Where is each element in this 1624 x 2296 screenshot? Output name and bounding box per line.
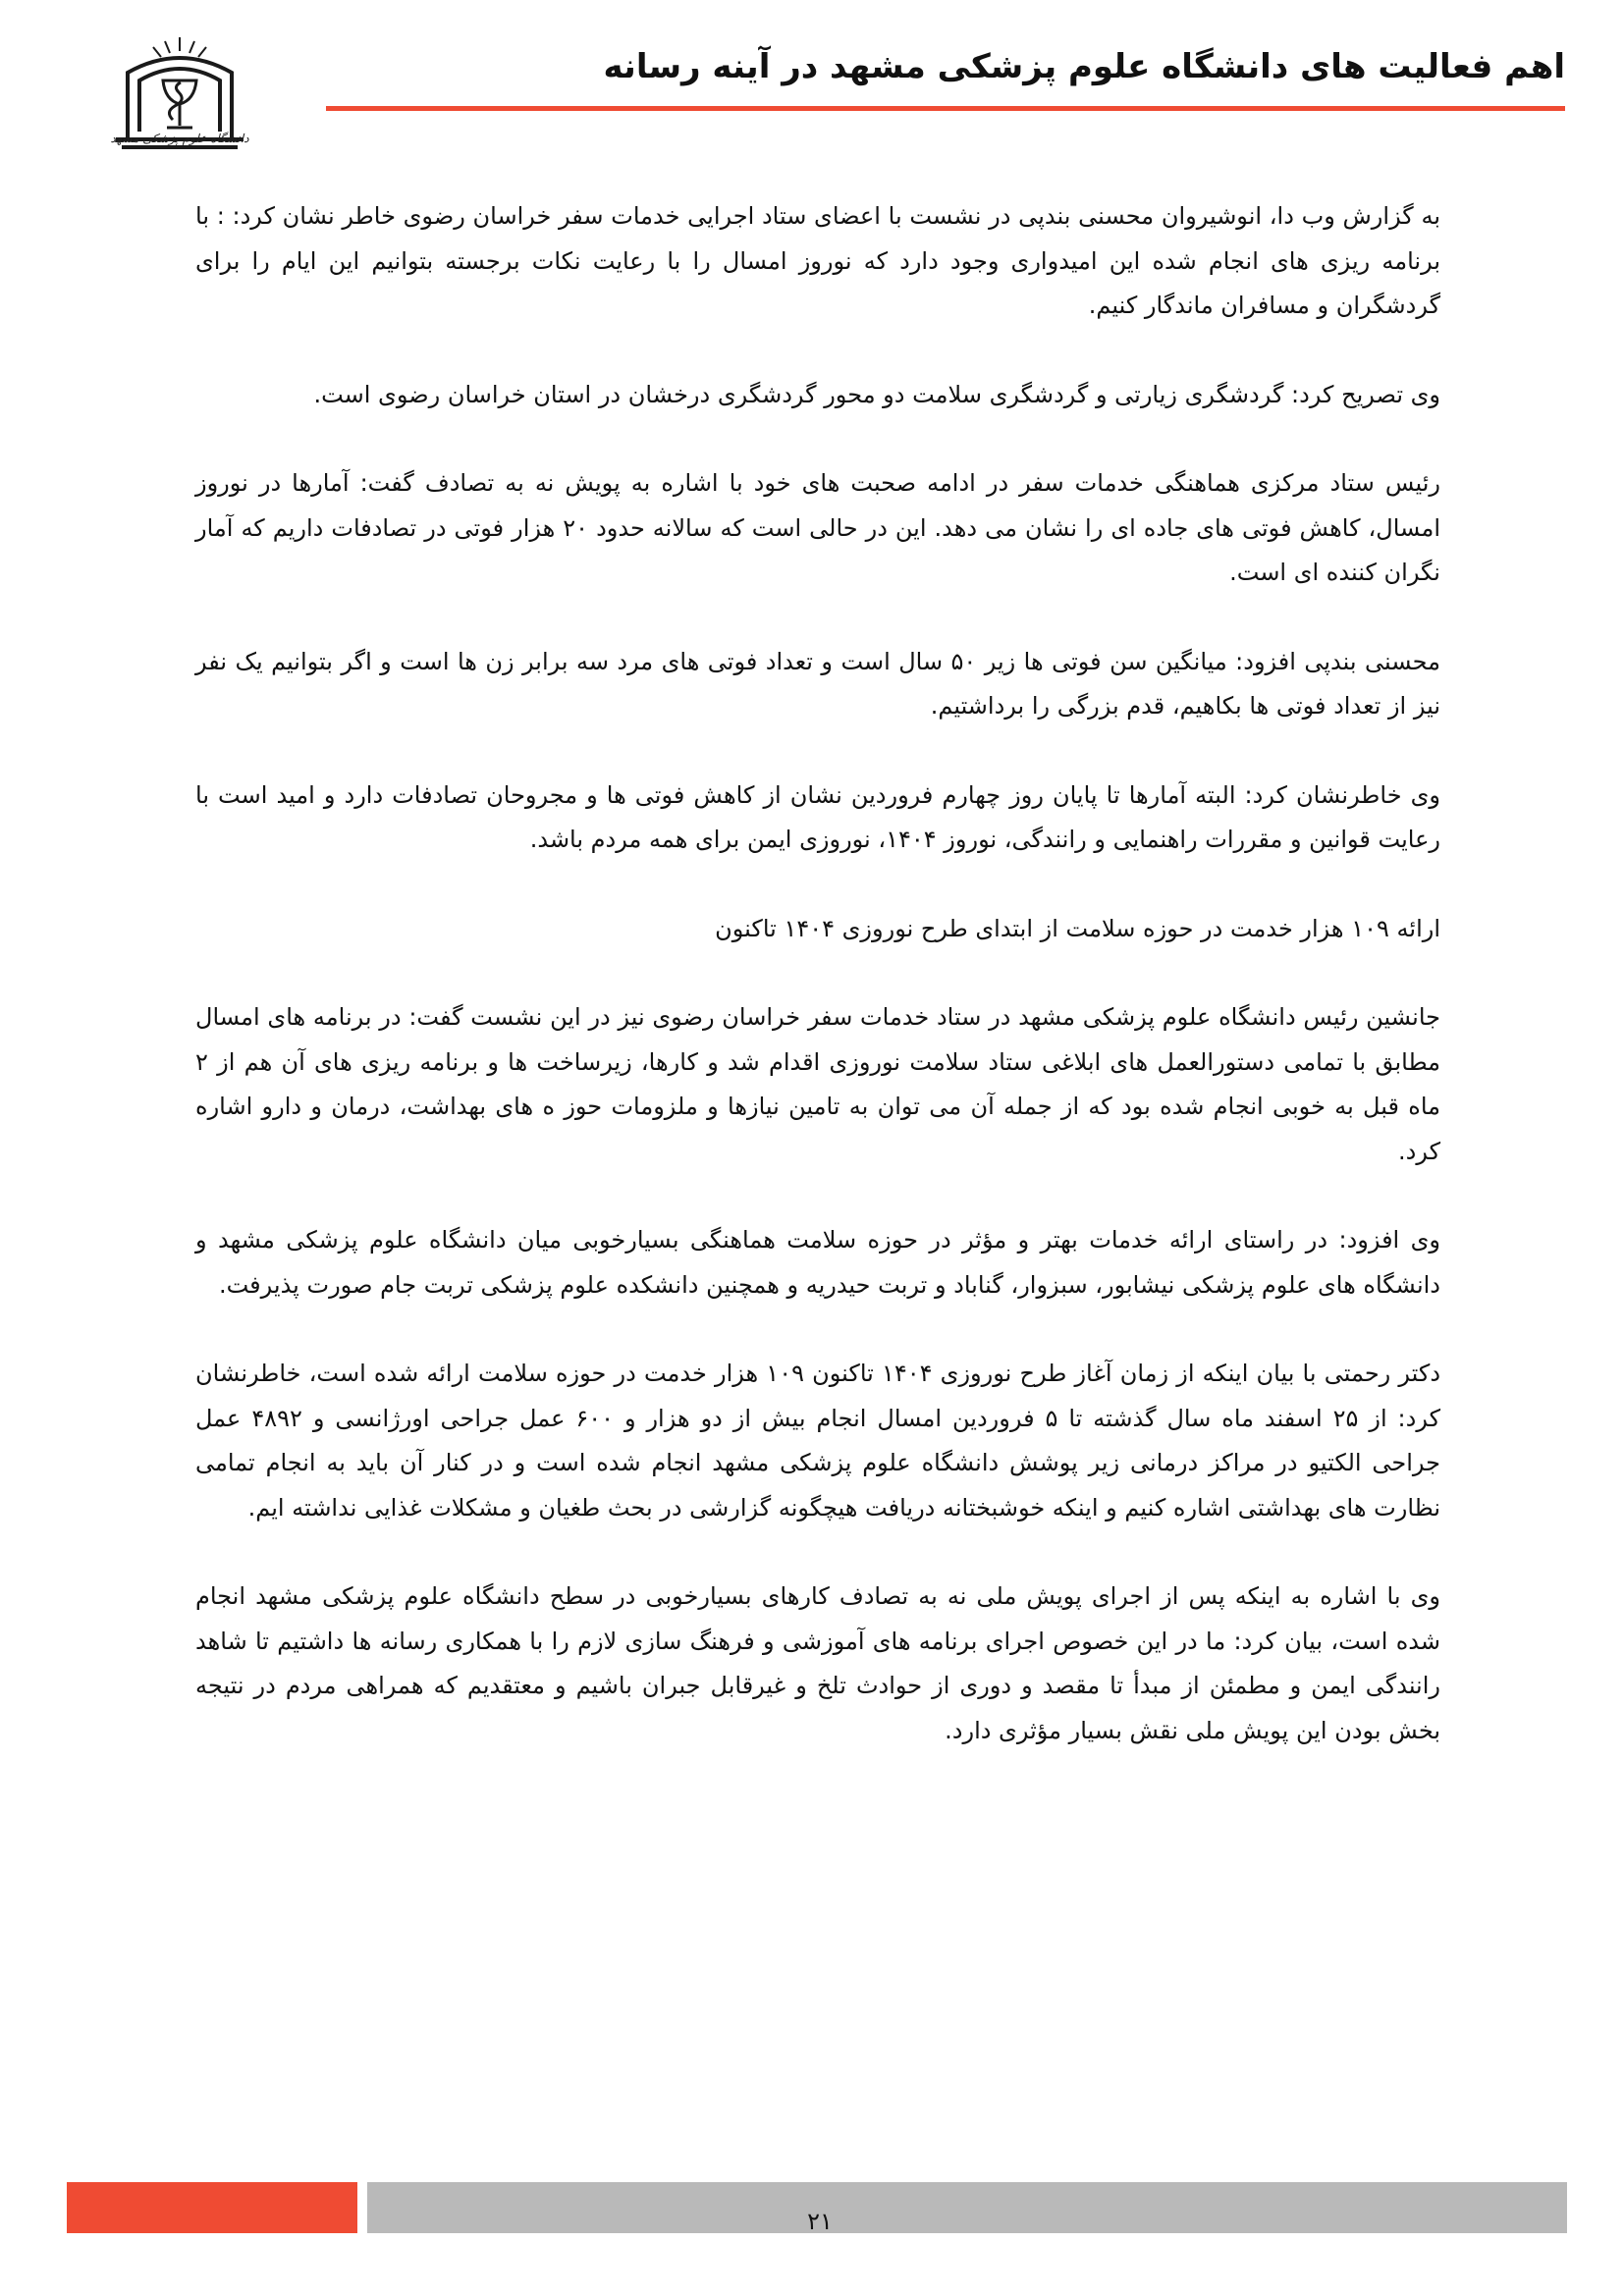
article-paragraph: وی تصریح کرد: گردشگری زیارتی و گردشگری سلامت دو محور گردشگری درخشان در استان خراسان رضوی است. <box>313 380 1440 408</box>
article-paragraph: دکتر رحمتی با بیان اینکه از زمان آغاز طرح نوروزی ۱۴۰۴ تاکنون ۱۰۹ هزار خدمت در حوزه سلامت ارائه شده است، خاطرنشان کرد: از ۲۵ اسفند ماه سال گذشته تا ۵ فروردین امسال انجام بیش از دو هزار و ۶۰۰ عمل جراحی اورژانسی و ۴۸۹۲ عمل جراحی الکتیو در مراکز درمانی زیر پوشش دانشگاه علوم پزشکی مشهد انجام شده است و در کنار آن باید به انجام تمامی نظارت های بهداشتی اشاره کنیم و اینکه خوشبختانه دریافت هیچگونه گزارشی در بحث طغیان و مشکلات غذایی نداشته ایم. <box>195 1360 1441 1522</box>
university-logo <box>106 29 253 177</box>
article-paragraph: وی خاطرنشان کرد: البته آمارها تا پایان روز چهارم فروردین نشان از کاهش فوتی ها و مجروحان تصادفات دارد و امید است با رعایت قوانین و مقررات راهنمایی و رانندگی، نوروز ۱۴۰۴، نوروزی ایمن برای همه مردم باشد. <box>195 780 1440 853</box>
logo-caption: دانشگاه علوم پزشکی مشهد <box>110 132 249 145</box>
article-body <box>195 194 1440 1797</box>
article-paragraph: وی با اشاره به اینکه پس از اجرای پویش ملی نه به تصادف کارهای بسیارخوبی در سطح دانشگاه علوم پزشکی مشهد انجام شده است، بیان کرد: ما در این خصوص اجرای برنامه های آموزشی و فرهنگ سازی لازم را با همکاری رسانه ها داشتیم تا شاهد رانندگی ایمن و مطمئن از مبدأ تا مقصد و دوری از حوادث تلخ و غیرقابل جبران باشیم و معتقدیم که همراهی مردم در نتیجه بخش بودن این پویش ملی نقش بسیار مؤثری دارد. <box>195 1582 1440 1744</box>
article-paragraph: محسنی بندپی افزود: میانگین سن فوتی ها زیر ۵۰ سال است و تعداد فوتی های مرد سه برابر زن ها است و اگر بتوانیم یک نفر نیز از تعداد فوتی ها بکاهیم، قدم بزرگی را برداشتیم. <box>195 647 1440 720</box>
article-paragraph: به گزارش وب دا، انوشیروان محسنی بندپی در نشست با اعضای ستاد اجرایی خدمات سفر خراسان رضوی خاطر نشان کرد: : با برنامه ریزی های انجام شده این امیدواری وجود دارد که نوروز امسال را با رعایت نکات برجسته بتوانیم این ایام را برای گردشگران و مسافران ماندگار کنیم. <box>195 202 1440 319</box>
article-subheading: ارائه ۱۰۹ هزار خدمت در حوزه سلامت از ابتدای طرح نوروزی ۱۴۰۴ تاکنون <box>715 914 1440 942</box>
article-paragraph: وی افزود: در راستای ارائه خدمات بهتر و مؤثر در حوزه سلامت هماهنگی بسیارخوبی میان دانشگاه علوم پزشکی مشهد و دانشگاه های علوم پزشکی نیشابور، سبزوار، گناباد و تربت حیدریه و همچنین دانشکده علوم پزشکی تربت جام صورت پذیرفت. <box>195 1226 1440 1299</box>
article-paragraph: رئیس ستاد مرکزی هماهنگی خدمات سفر در ادامه صحبت های خود با اشاره به پویش نه به تصادف گفت: آمارها در نوروز امسال، کاهش فوتی های جاده ای را نشان می دهد. این در حالی است که سالانه حدود ۲۰ هزار فوتی در تصادفات داریم که آمار نگران کننده ای است. <box>195 469 1440 586</box>
footer-bar <box>367 2182 1567 2233</box>
header-divider <box>326 106 1565 111</box>
page-title: اهم فعالیت های دانشگاه علوم پزشکی مشهد در آینه رسانه <box>603 47 1565 86</box>
article-paragraph: جانشین رئیس دانشگاه علوم پزشکی مشهد در ستاد خدمات سفر خراسان رضوی نیز در این نشست گفت: در برنامه های امسال مطابق با تمامی دستورالعمل های ابلاغی ستاد سلامت نوروزی اقدام شد و کارها، زیرساخت ها و برنامه ریزی های آن هم از ۲ ماه قبل به خوبی انجام شده بود که از جمله آن می توان به تامین نیازها و ملزومات حوز ه های بهداشت، درمان و دارو اشاره کرد. <box>195 1003 1440 1165</box>
page-number: ۲۱ <box>807 2208 833 2235</box>
university-emblem-icon <box>106 29 253 177</box>
footer-accent-bar <box>67 2182 357 2233</box>
